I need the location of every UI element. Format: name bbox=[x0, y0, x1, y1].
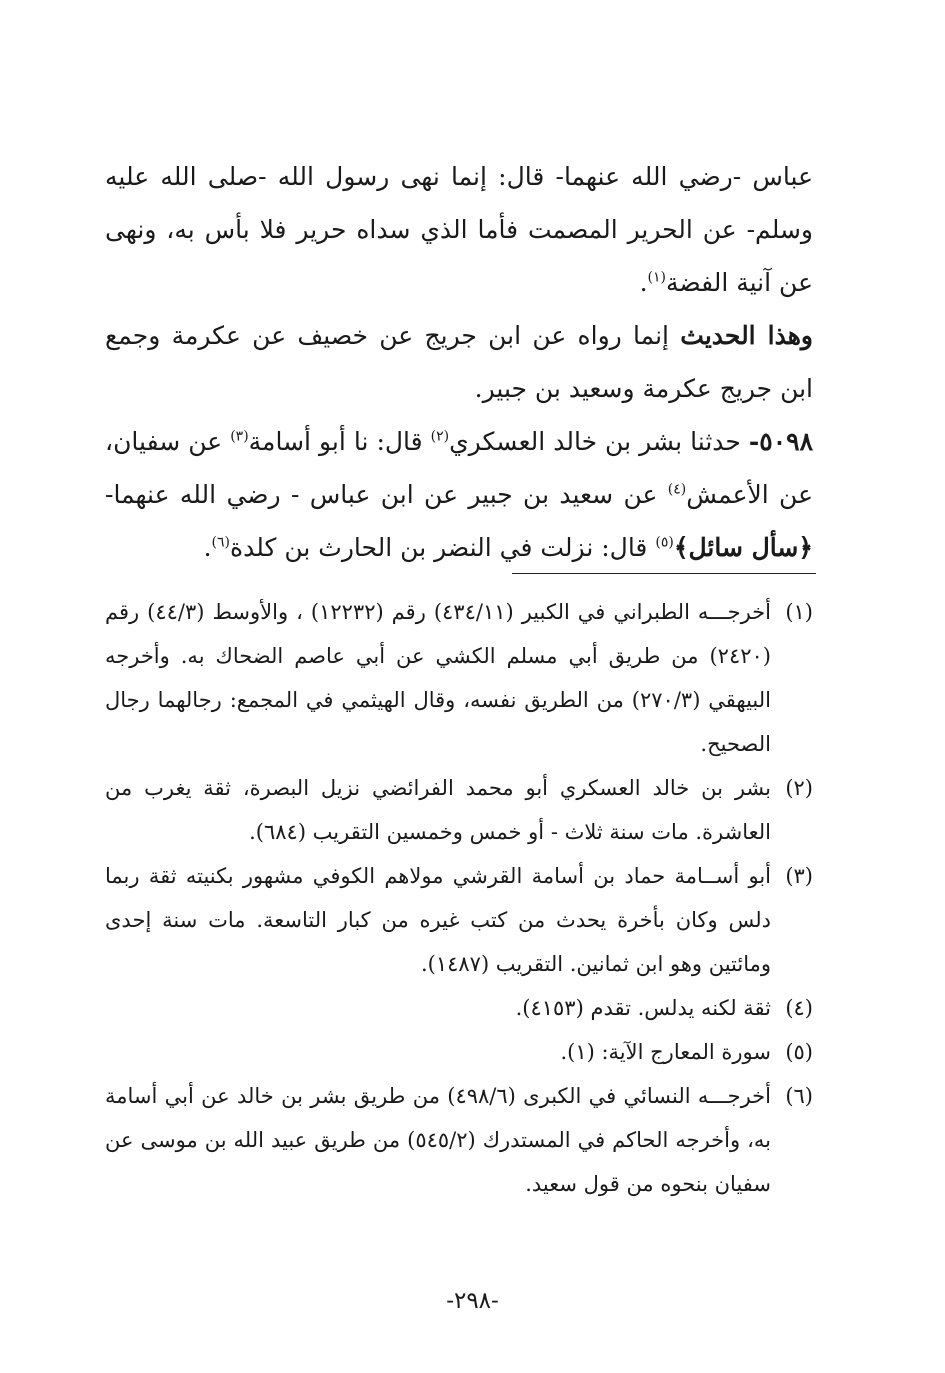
hadith-text-c: عن سفيان، عن الأعمش bbox=[105, 427, 814, 509]
hadith-text-e: قال: نزلت في النضر بن الحارث بن كلدة bbox=[230, 533, 656, 562]
footnote-divider bbox=[512, 573, 816, 574]
footnote-5 bbox=[105, 1030, 813, 1074]
footnote-ref-2: (٢) bbox=[430, 428, 450, 445]
page-number: -٢٩٨- bbox=[446, 1288, 499, 1314]
footnote-text: أبو أســامة حماد بن أسامة القرشي مولاهم الكوفي مشهور بكنيته ثقة ربما دلس وكان بأخرة يحدث من كتب غيره من كبار التاسعة. مات سنة إحدى ومائتين وهو ابن ثمانين. التقريب (١٤٨٧). bbox=[105, 864, 771, 976]
footnote-number: (٥) bbox=[785, 1040, 813, 1064]
paragraph-1-text: عباس -رضي الله عنهما- قال: إنما نهى رسول الله -صلى الله عليه وسلم- عن الحرير المصمت فأما الذي سداه حرير فلا بأس به، ونهى عن آنية الفضة bbox=[105, 162, 813, 297]
footnote-ref-6: (٦) bbox=[211, 534, 231, 551]
footnote-number: (٤) bbox=[785, 996, 813, 1020]
paragraph-1 bbox=[105, 150, 813, 309]
footnote-3 bbox=[105, 854, 813, 986]
paragraph-2 bbox=[105, 309, 813, 415]
footnote-text: أخرجـــه الطبراني في الكبير (٤٣٤/١١) رقم (١٢٢٣٢) ، والأوسط (٤٤/٣) رقم (٢٤٢٠) من طريق أبي مسلم الكشي عن أبي عاصم الضحاك به. وأخرجه البيهقي (٢٧٠/٣) من الطريق نفسه، وقال الهيثمي في المجمع: رجالهما رجال الصحيح. bbox=[105, 600, 772, 756]
footnote-1 bbox=[105, 590, 813, 766]
hadith-number: ٥٠٩٨- bbox=[748, 427, 813, 456]
footnote-text: سورة المعارج الآية: (١). bbox=[560, 1040, 771, 1064]
hadith-end: . bbox=[203, 533, 212, 562]
paragraph-1-end: . bbox=[639, 268, 648, 297]
quran-quote: ﴿سأل سائل﴾ bbox=[673, 533, 813, 562]
main-text bbox=[105, 150, 813, 574]
footnote-number: (٣) bbox=[785, 864, 813, 888]
footnote-ref-1: (١) bbox=[647, 269, 666, 286]
footnote-text: بشر بن خالد العسكري أبو محمد الفرائضي نزيل البصرة، ثقة يغرب من العاشرة. مات سنة ثلاث - أو خمس وخمسين التقريب (٦٨٤). bbox=[105, 776, 771, 844]
footnote-number: (٢) bbox=[785, 776, 813, 800]
footnote-4 bbox=[105, 986, 813, 1030]
hadith-5098 bbox=[105, 415, 813, 574]
hadith-text-d: عن سعيد بن جبير عن ابن عباس - رضي الله عنهما- bbox=[105, 480, 668, 509]
footnote-2 bbox=[105, 766, 813, 854]
footnote-text: أخرجـــه النسائي في الكبرى (٤٩٨/٦) من طريق بشر بن خالد عن أبي أسامة به، وأخرجه الحاكم في المستدرك (٥٤٥/٢) من طريق عبيد الله بن موسى عن سفيان بنحوه من قول سعيد. bbox=[105, 1084, 771, 1196]
footnote-text: ثقة لكنه يدلس. تقدم (٤١٥٣). bbox=[515, 996, 771, 1020]
paragraph-2-text: إنما رواه عن ابن جريج عن خصيف عن عكرمة وجمع ابن جريج عكرمة وسعيد بن جبير. bbox=[105, 321, 813, 403]
footnote-number: (١) bbox=[785, 600, 813, 624]
paragraph-2-bold: وهذا الحديث bbox=[680, 321, 813, 350]
hadith-text-a: حدثنا بشر بن خالد العسكري bbox=[449, 427, 749, 456]
footnote-ref-5: (٥) bbox=[655, 534, 674, 551]
footnote-ref-4: (٤) bbox=[667, 481, 687, 498]
footnote-ref-3: (٣) bbox=[230, 428, 249, 445]
footnote-number: (٦) bbox=[785, 1084, 813, 1108]
hadith-text-b: قال: نا أبو أسامة bbox=[248, 427, 431, 456]
footnote-6 bbox=[105, 1074, 813, 1206]
footnotes bbox=[105, 590, 813, 1206]
